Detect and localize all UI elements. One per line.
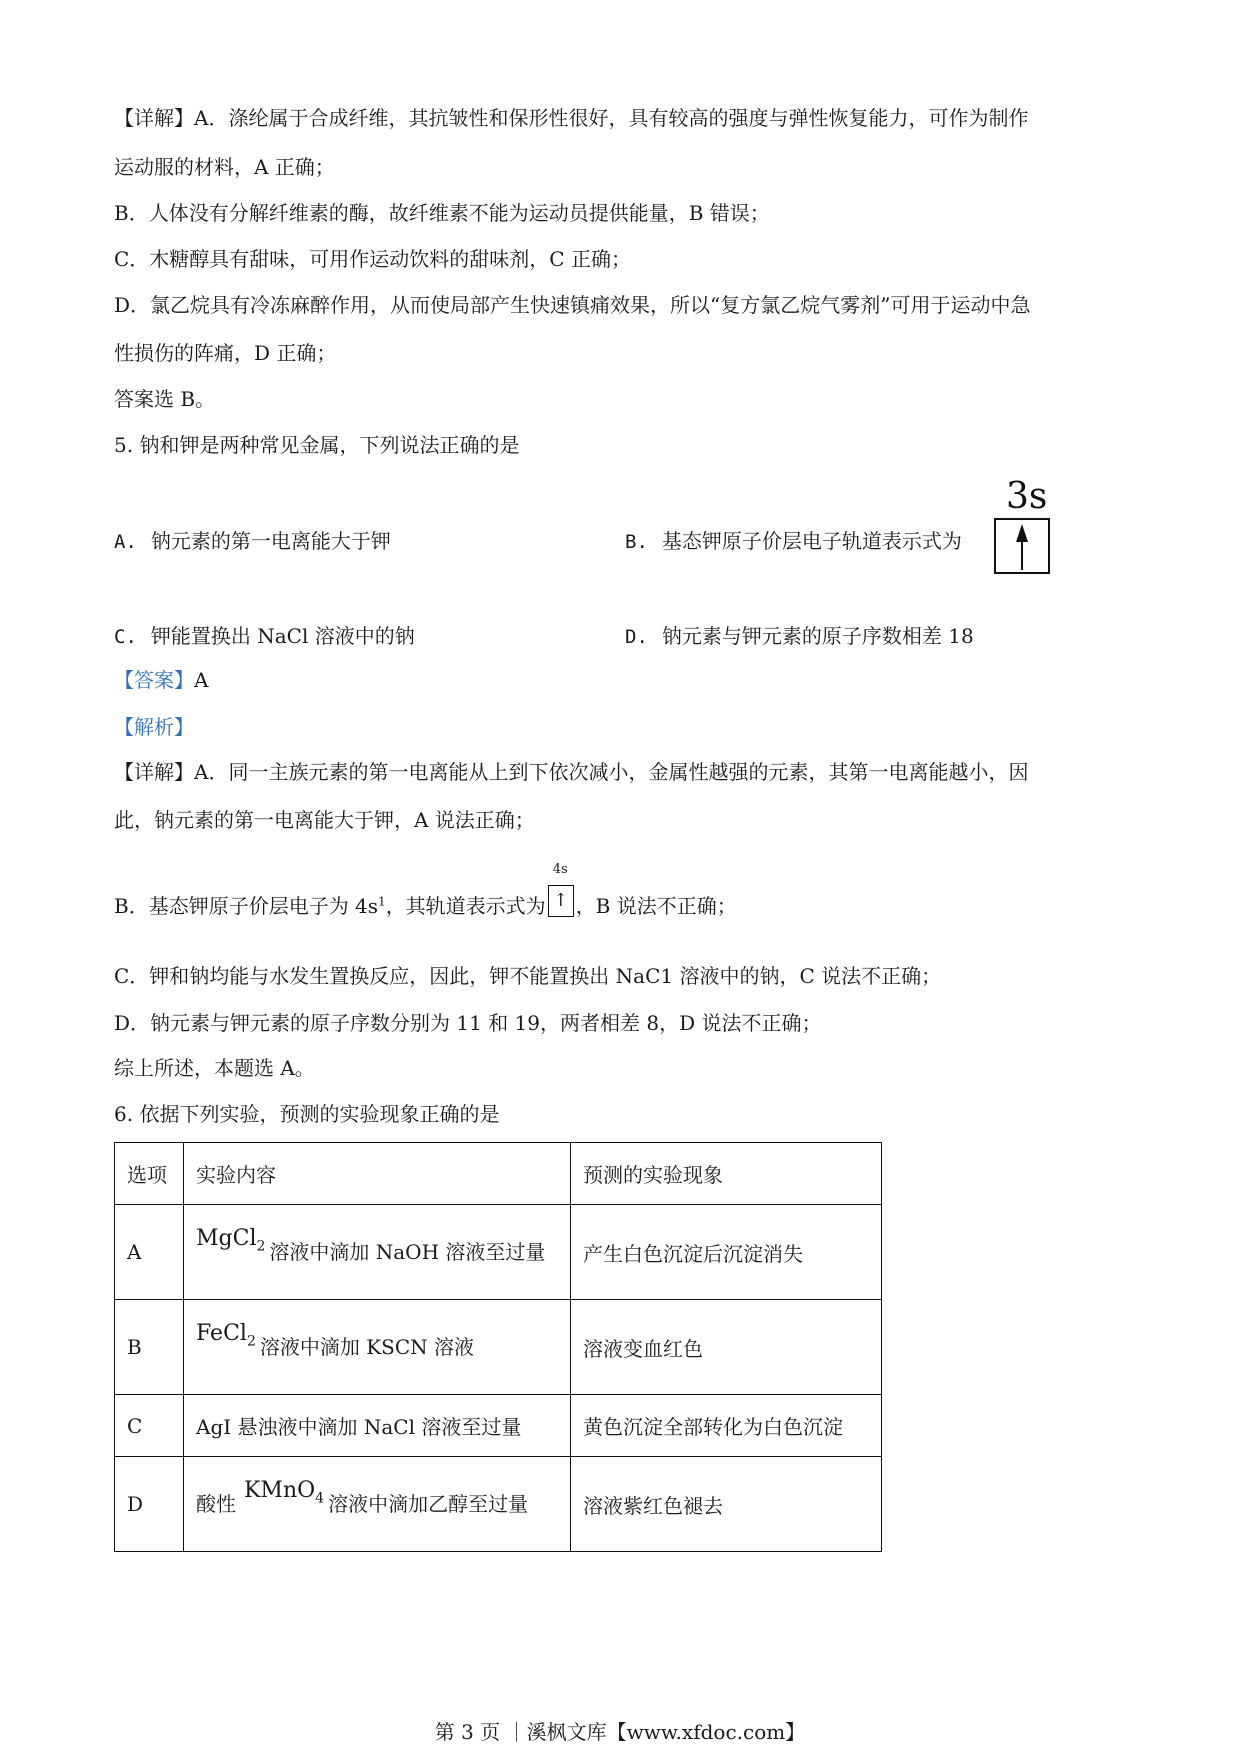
- table-row: [115, 1457, 882, 1552]
- option-b: [625, 531, 962, 552]
- table-header-row: [115, 1143, 882, 1205]
- table-row: [115, 1205, 882, 1300]
- formula-subscript: 2: [256, 1238, 266, 1255]
- option-text: 钠元素与钾元素的原子序数相差 18: [661, 624, 974, 648]
- explanation-line: 性损伤的阵痛，D 正确；: [114, 341, 337, 365]
- content-cell: [184, 1300, 571, 1395]
- detail-line: D．钠元素与钾元素的原子序数分别为 11 和 19，两者相差 8，D 说法不正确；: [114, 1011, 822, 1035]
- phenomenon-cell: 溶液紫红色褪去: [571, 1457, 882, 1552]
- formula-subscript: 2: [246, 1333, 256, 1350]
- detail-line: 此，钠元素的第一电离能大于钾，A 说法正确；: [114, 808, 535, 832]
- answer-value: A: [194, 668, 209, 692]
- option-d: [625, 626, 974, 647]
- option-a: [114, 531, 391, 552]
- analysis-tag: 【解析】: [114, 715, 194, 739]
- detail-line-orbital: [114, 862, 737, 919]
- chemical-formula: [196, 1321, 256, 1349]
- detail-line: 【详解】A．同一主族元素的第一电离能从上到下依次减小，金属性越强的元素，其第一电离能越小，因: [114, 760, 1029, 784]
- option-letter: D.: [625, 626, 648, 648]
- formula-subscript: 4: [315, 1490, 325, 1507]
- page-footer: 第 3 页 ｜溪枫文库【www.xfdoc.com】: [434, 1720, 806, 1744]
- orbital-box: [994, 518, 1050, 574]
- chemical-formula: [196, 1226, 265, 1254]
- phenomenon-cell: 溶液变血红色: [571, 1300, 882, 1395]
- formula-text: MgCl: [196, 1225, 257, 1251]
- formula-text: FeCl: [196, 1320, 247, 1346]
- detail-text: ，B 说法不正确；: [575, 894, 737, 918]
- content-text: 溶液中滴加 KSCN 溶液: [259, 1334, 475, 1359]
- header-cell: 选项: [115, 1143, 184, 1205]
- answer-tag: 【答案】: [114, 668, 194, 692]
- option-cell: D: [115, 1457, 184, 1552]
- explanation-line: 【详解】A．涤纶属于合成纤维，其抗皱性和保形性很好，具有较高的强度与弹性恢复能力，可作为制作: [114, 106, 1029, 130]
- content-prefix: 酸性: [196, 1491, 236, 1516]
- option-letter: A.: [114, 531, 137, 553]
- option-letter: B.: [625, 531, 648, 553]
- option-cell: C: [115, 1395, 184, 1457]
- detail-line: C．钾和钠均能与水发生置换反应，因此，钾不能置换出 NaC1 溶液中的钠，C 说法不正确；: [114, 964, 942, 988]
- answer-conclusion: 答案选 B。: [114, 387, 216, 411]
- option-text: 钠元素的第一电离能大于钾: [150, 529, 391, 553]
- option-letter: C.: [114, 626, 137, 648]
- option-text: 钾能置换出 NaCl 溶液中的钠: [150, 624, 415, 648]
- option-cell: A: [115, 1205, 184, 1300]
- answer-line: [114, 670, 208, 690]
- detail-text: B．基态钾原子价层电子为 4s: [114, 894, 379, 918]
- explanation-line: B．人体没有分解纤维素的酶，故纤维素不能为运动员提供能量，B 错误；: [114, 201, 770, 225]
- explanation-line: D．氯乙烷具有冷冻麻醉作用，从而使局部产生快速镇痛效果，所以“复方氯乙烷气雾剂”可用于运动中急: [114, 293, 1031, 317]
- detail-text: ，其轨道表示式为: [385, 894, 546, 918]
- orbital-diagram-4s: [548, 862, 574, 919]
- chemical-formula: [244, 1478, 324, 1506]
- orbital-label: 4s: [552, 862, 568, 877]
- superscript: 1: [378, 894, 386, 909]
- up-arrow-icon: ↑: [548, 885, 574, 917]
- question-stem-6: 6. 依据下列实验，预测的实验现象正确的是: [114, 1102, 500, 1126]
- phenomenon-cell: 产生白色沉淀后沉淀消失: [571, 1205, 882, 1300]
- content-cell: AgI 悬浊液中滴加 NaCl 溶液至过量: [184, 1395, 571, 1457]
- phenomenon-cell: 黄色沉淀全部转化为白色沉淀: [571, 1395, 882, 1457]
- header-cell: 预测的实验现象: [571, 1143, 882, 1205]
- explanation-line: C．木糖醇具有甜味，可用作运动饮料的甜味剂，C 正确；: [114, 247, 631, 271]
- orbital-label: 3s: [1006, 476, 1048, 517]
- option-cell: B: [115, 1300, 184, 1395]
- orbital-diagram-3s: [994, 476, 1054, 578]
- content-cell: [184, 1457, 571, 1552]
- detail-line: 综上所述，本题选 A。: [114, 1056, 315, 1080]
- content-text: 溶液中滴加 NaOH 溶液至过量: [269, 1239, 546, 1264]
- option-c: [114, 626, 415, 647]
- question-stem-5: 5. 钠和钾是两种常见金属，下列说法正确的是: [114, 433, 520, 457]
- header-cell: 实验内容: [184, 1143, 571, 1205]
- content-text: 溶液中滴加乙醇至过量: [328, 1491, 529, 1516]
- experiment-table: [114, 1142, 882, 1552]
- formula-text: KMnO: [244, 1477, 316, 1503]
- table-row: [115, 1395, 882, 1457]
- up-arrow-icon: [996, 520, 1048, 572]
- option-text: 基态钾原子价层电子轨道表示式为: [661, 529, 962, 553]
- explanation-line: 运动服的材料，A 正确；: [114, 155, 335, 179]
- content-cell: [184, 1205, 571, 1300]
- table-row: [115, 1300, 882, 1395]
